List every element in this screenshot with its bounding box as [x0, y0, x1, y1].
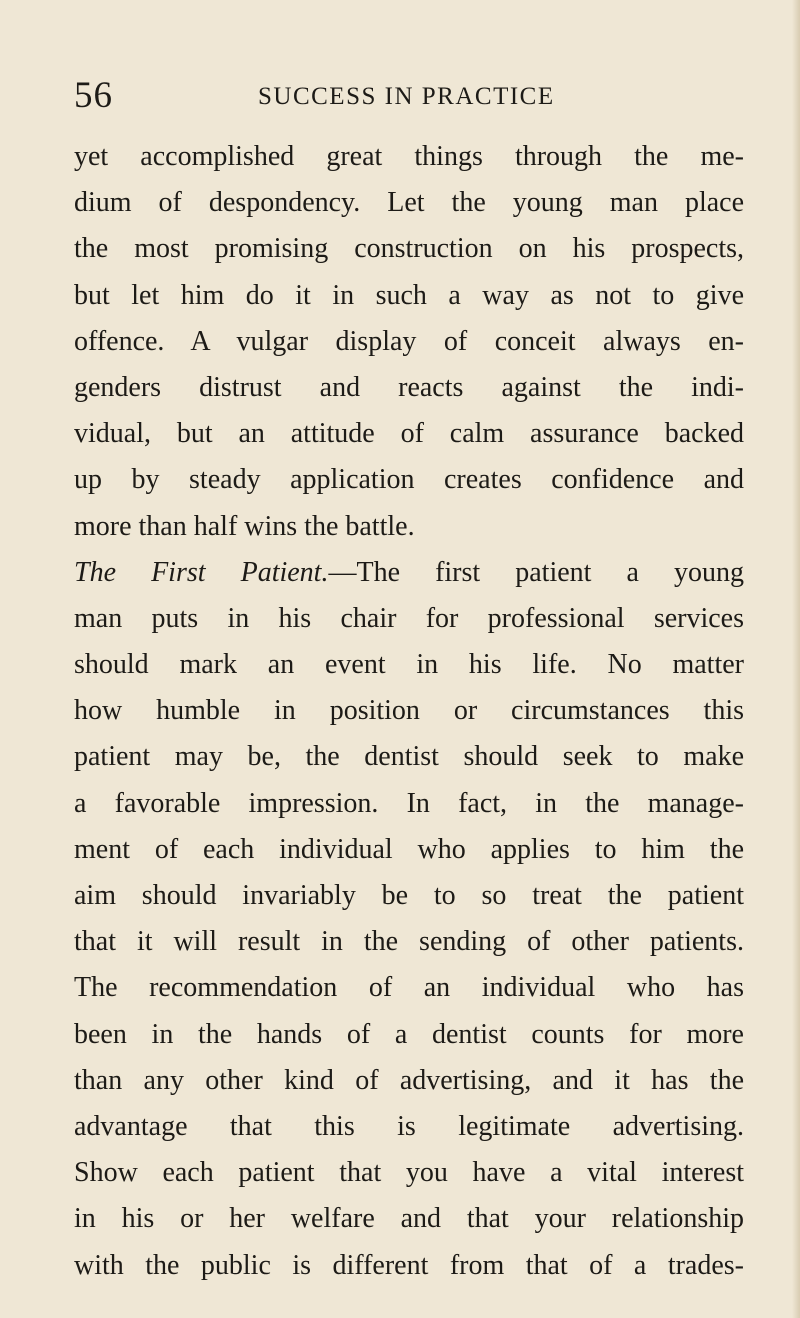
text-line: man puts in his chair for professional services	[74, 602, 744, 634]
text-line: advantage that this is legitimate advertising.	[74, 1110, 744, 1142]
text-line: that it will result in the sending of other patients.	[74, 926, 744, 958]
text-line: up by steady application creates confidence and	[74, 464, 744, 496]
page-edge-shadow	[792, 0, 800, 1318]
text-line: offence. A vulgar display of conceit always en-	[74, 325, 744, 357]
text-line: a favorable impression. In fact, in the manage-	[74, 787, 744, 819]
text-line: than any other kind of advertising, and it has the	[74, 1064, 744, 1096]
text-line: been in the hands of a dentist counts for more	[74, 1018, 744, 1050]
text-line: vidual, but an attitude of calm assurance backed	[74, 418, 744, 450]
text-line: genders distrust and reacts against the indi-	[74, 371, 744, 403]
text-line: The recommendation of an individual who has	[74, 972, 744, 1004]
section-heading: The First Patient.	[74, 556, 329, 588]
page-number: 56	[74, 75, 113, 116]
text-line: how humble in position or circumstances this	[74, 695, 744, 727]
running-head-title: SUCCESS IN PRACTICE	[258, 83, 555, 110]
section-first-line	[74, 550, 744, 596]
text-line: Show each patient that you have a vital interest	[74, 1157, 744, 1189]
running-head	[74, 76, 744, 116]
body-text	[74, 134, 744, 1289]
text-line: should mark an event in his life. No matter	[74, 649, 744, 681]
text-line: dium of despondency. Let the young man place	[74, 187, 744, 219]
text-line: aim should invariably be to so treat the patient	[74, 880, 744, 911]
text-line: the most promising construction on his prospects,	[74, 233, 744, 265]
text-line: yet accomplished great things through the me-	[74, 141, 744, 172]
text-line: patient may be, the dentist should seek to make	[74, 741, 744, 773]
text-line: with the public is different from that of a trades-	[74, 1249, 744, 1281]
text-line: in his or her welfare and that your relationship	[74, 1203, 744, 1235]
section-first-line-text: —The first patient a young	[328, 556, 744, 588]
text-line: ment of each individual who applies to him the	[74, 833, 744, 865]
text-line: more than half wins the battle.	[74, 510, 415, 542]
text-line: but let him do it in such a way as not to give	[74, 279, 744, 311]
